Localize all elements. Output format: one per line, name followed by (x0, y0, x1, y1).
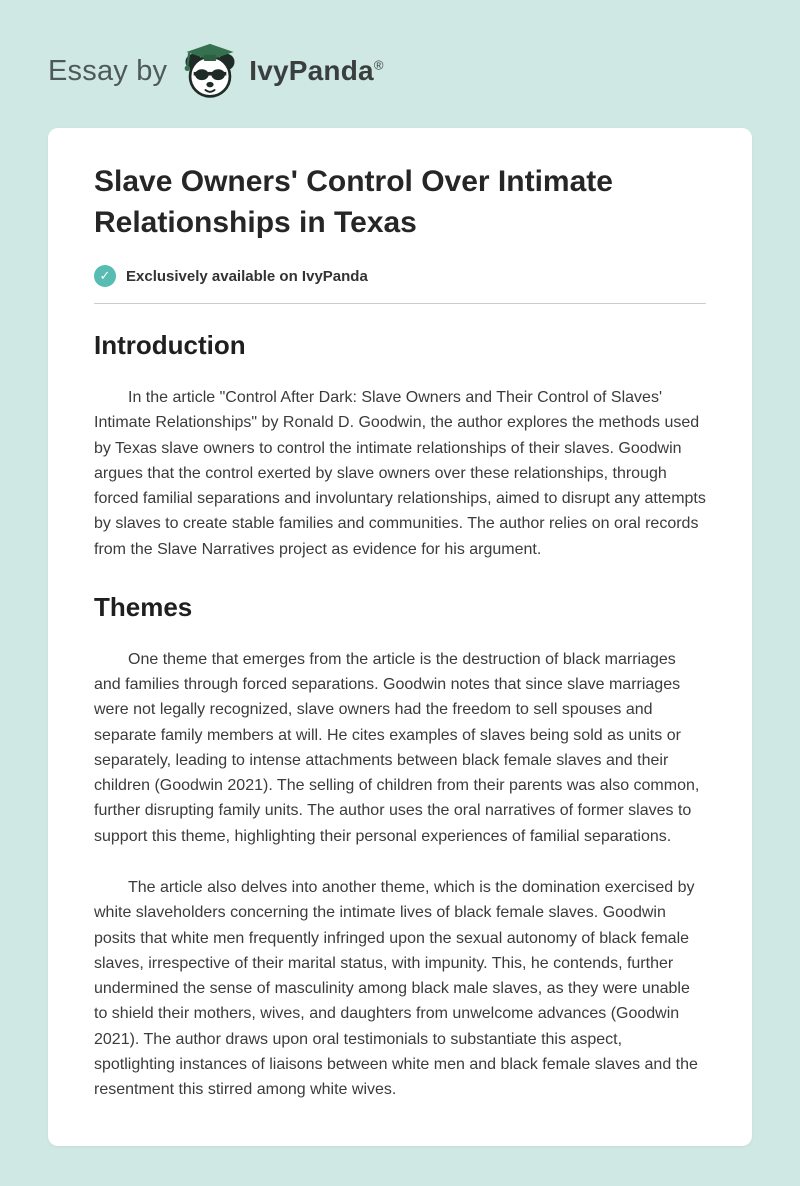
section-heading-themes: Themes (94, 591, 193, 622)
introduction-paragraph: In the article "Control After Dark: Slave Owners and Their Control of Slaves' Intimate Relationships" by Ronald D. Goodwin, the author explores the methods used by Texas slave owners to control the intimate relationships of their slaves. Goodwin argues that the control exerted by slave owners over these relationships, through forced familial separations and involuntary relationships, aimed to disrupt any attempts by slaves to create stable families and communities. The author relies on oral records from the Slave Narratives project as evidence for his argument. (94, 389, 706, 558)
themes-paragraph-2: The article also delves into another theme, which is the domination exercised by white slaveholders concerning the intimate lives of black female slaves. Goodwin posits that white men frequently infringed upon the sexual autonomy of black female slaves, irrespective of their marital status, with impunity. This, he contends, further undermined the sense of masculinity among black male slaves, as they were unable to shield their mothers, wives, and daughters from unwelcome advances (Goodwin 2021). The author draws upon oral testimonials to substantiate this aspect, spotlighting instances of liaisons between white men and black female slaves and the resentment this stirred among white wives. (94, 878, 698, 1099)
themes-paragraph-1: One theme that emerges from the article is the destruction of black marriages and families through forced separations. Goodwin notes that since slave marriages were not legally recognized, slave owners had the freedom to sell spouses and separate family members at will. He cites examples of slaves being sold as units or separately, leading to intense attachments between black female slaves and their children (Goodwin 2021). The selling of children from their parents was also common, further disrupting family units. The author uses the oral narratives of former slaves to support this theme, highlighting their personal experiences of familial separations. (94, 650, 700, 845)
essay-title: Slave Owners' Control Over Intimate Relationships in Texas (94, 165, 613, 239)
essay-card (48, 128, 752, 1146)
checkmark-icon: ✓ (94, 265, 116, 287)
essay-by-label: Essay by (48, 54, 168, 87)
panda-graduation-cap-icon (181, 42, 239, 100)
site-header (0, 0, 800, 128)
brand-logo[interactable] (181, 42, 383, 100)
brand-name (249, 55, 383, 87)
divider (94, 303, 706, 304)
availability-badge (94, 265, 706, 287)
section-heading-introduction: Introduction (94, 330, 246, 360)
registered-mark: ® (373, 57, 384, 73)
availability-badge-label: Exclusively available on IvyPanda (126, 267, 368, 285)
brand-text: IvyPanda (249, 55, 374, 86)
